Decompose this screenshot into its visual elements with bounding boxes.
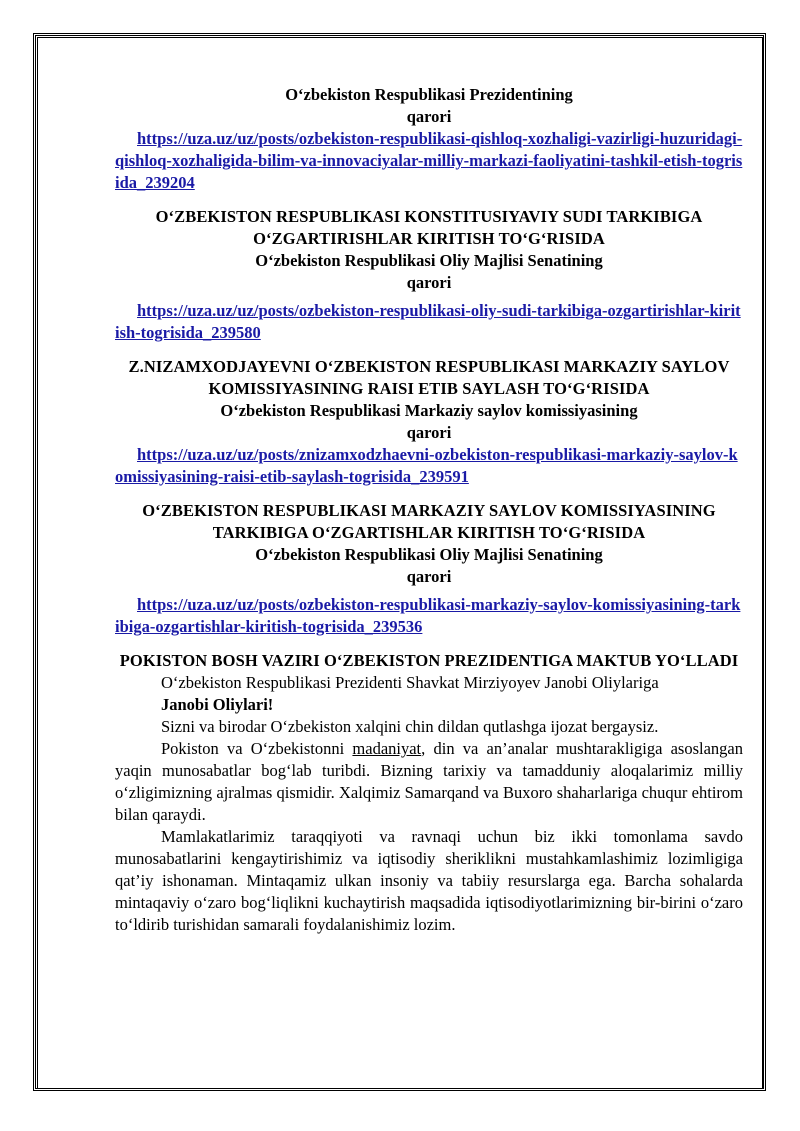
issuer-line: O‘zbekiston Respublikasi Oliy Majlisi Senatining [255,545,603,564]
section-title: Z.NIZAMXODJAYEVNI O‘ZBEKISTON RESPUBLIKASI MARKAZIY SAYLOV KOMISSIYASINING RAISI ETIB SAYLASH TO‘G‘RISIDA [128,357,730,398]
doctype-line: qarori [406,567,452,586]
doctype-line: qarori [406,273,452,292]
section-title: O‘ZBEKISTON RESPUBLIKASI MARKAZIY SAYLOV KOMISSIYASINING TARKIBIGA O‘ZGARTISHLAR KIRITISH TO‘G‘RISIDA [142,501,716,542]
source-link[interactable]: https://uza.uz/uz/posts/ozbekiston-respublikasi-markaziy-saylov-komissiyasining-tarkibiga-ozgartishlar-kiritish-togrisida_239536 [115,595,741,636]
letter-paragraph-2 [115,738,743,826]
letter-addressee: O‘zbekiston Respublikasi Prezidenti Shavkat Mirziyoyev Janobi Oliylariga [161,673,659,692]
source-link[interactable]: https://uza.uz/uz/posts/ozbekiston-respublikasi-oliy-sudi-tarkibiga-ozgartirishlar-kiritish-togrisida_239580 [115,301,741,342]
article-title: POKISTON BOSH VAZIRI O‘ZBEKISTON PREZIDENTIGA MAKTUB YO‘LLADI [119,651,739,670]
paragraph-text: , din va an’analar mushtarakligiga asoslangan yaqin munosabatlar bog‘lab turibdi. Bizning tarixiy va tamadduniy aloqalarimiz milliy o‘zligimizning ajralmas qismidir. Xalqimiz Samarqand va Buxoro shaharlariga chuqur ehtirom bilan qaraydi. [115,739,743,824]
issuer-line: O‘zbekiston Respublikasi Prezidentining [285,85,573,104]
letter-paragraph-3: Mamlakatlarimiz taraqqiyoti va ravnaqi uchun biz ikki tomonlama savdo munosabatlarini kengaytirishimiz va iqtisodiy sheriklikni mustahkamlashimiz lozimligiga qat’iy ishonaman. Mintaqamiz ulkan insoniy va tabiiy resurslarga ega. Barcha sohalarda mintaqaviy o‘zaro bog‘liqlikni kuchaytirish maqsadida iqtisodiyotlarimizning bir-birini o‘zaro to‘ldirib turishidan samarali foydalanishimiz lozim. [115,827,743,934]
document-body [115,84,743,936]
issuer-line: O‘zbekiston Respublikasi Oliy Majlisi Senatining [255,251,603,270]
issuer-line: O‘zbekiston Respublikasi Markaziy saylov komissiyasining [220,401,638,420]
decree-section-3 [115,356,743,488]
decree-section-2 [115,206,743,344]
letter-paragraph-1: Sizni va birodar O‘zbekiston xalqini chin dildan qutlashga ijozat bergaysiz. [161,717,659,736]
decree-section-1 [115,84,743,194]
source-link[interactable]: https://uza.uz/uz/posts/ozbekiston-respublikasi-qishloq-xozhaligi-vazirligi-huzuridagi-qishloq-xozhaligida-bilim-va-innovaciyalar-milliy-markazi-faoliyatini-tashkil-etish-togrisida_239204 [115,129,743,192]
paragraph-text: Pokiston va O‘zbekistonni [161,739,353,758]
decree-section-4 [115,500,743,638]
letter-greeting: Janobi Oliylari! [161,695,274,714]
section-title: O‘ZBEKISTON RESPUBLIKASI KONSTITUSIYAVIY SUDI TARKIBIGA O‘ZGARTIRISHLAR KIRITISH TO‘G‘RISIDA [155,207,703,248]
doctype-line: qarori [406,423,452,442]
source-link[interactable]: https://uza.uz/uz/posts/znizamxodzhaevni-ozbekiston-respublikasi-markaziy-saylov-komissiyasining-raisi-etib-saylash-togrisida_239591 [115,445,738,486]
letter-article [115,650,743,936]
doctype-line: qarori [406,107,452,126]
underlined-word: madaniyat [352,739,422,758]
